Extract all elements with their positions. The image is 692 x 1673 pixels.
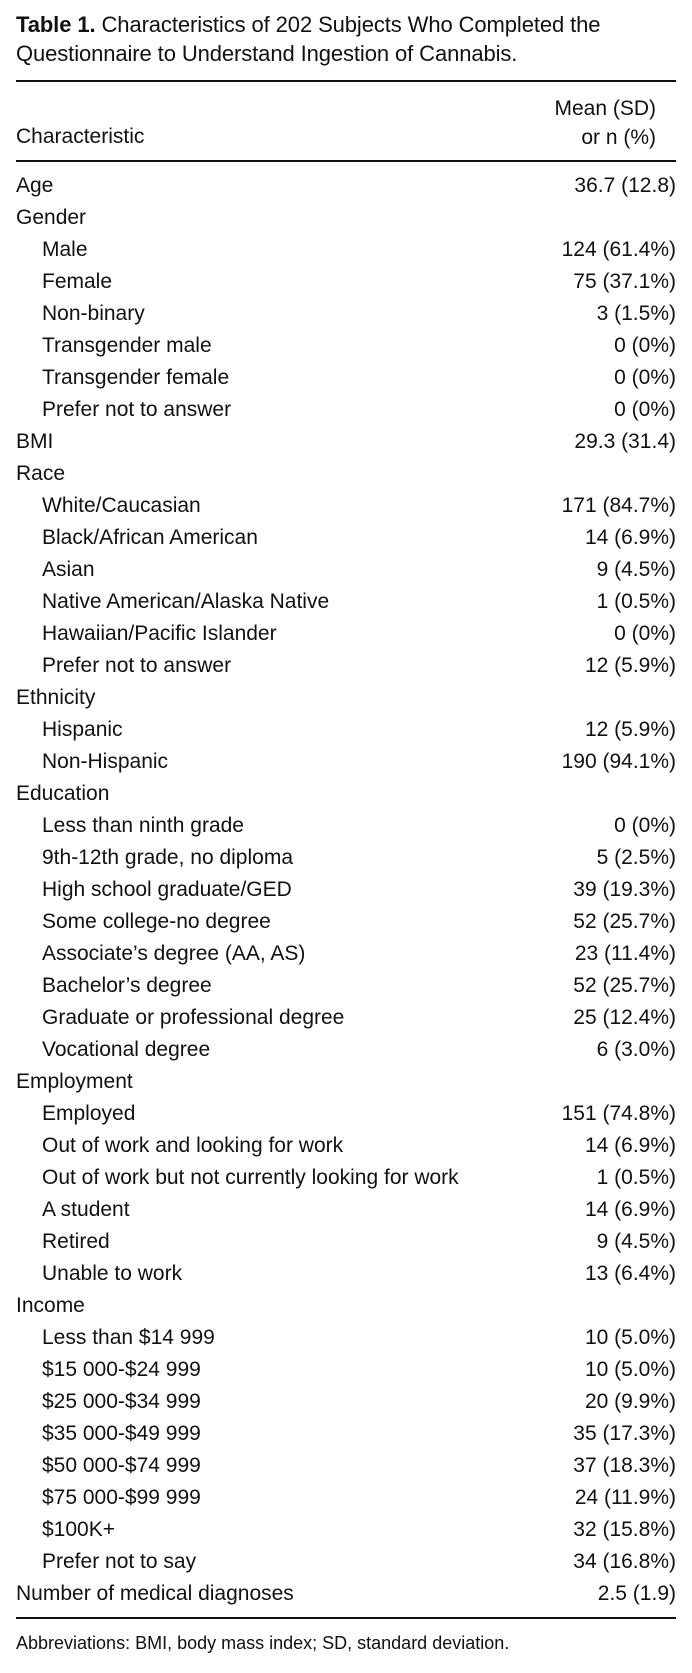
table-footnote: Abbreviations: BMI, body mass index; SD, standard deviation. xyxy=(16,1633,510,1653)
table-row xyxy=(16,746,676,778)
table-row xyxy=(16,394,676,426)
row-label: $15 000-$24 999 xyxy=(42,1358,201,1381)
row-value: 5 (2.5%) xyxy=(596,846,676,869)
row-label: Unable to work xyxy=(42,1262,183,1285)
row-value: 12 (5.9%) xyxy=(584,718,676,741)
row-value: 25 (12.4%) xyxy=(573,1006,676,1029)
row-label: $50 000-$74 999 xyxy=(42,1454,201,1477)
table-row xyxy=(16,1386,676,1418)
row-value: 23 (11.4%) xyxy=(574,942,676,965)
row-value: 14 (6.9%) xyxy=(584,1134,676,1157)
row-label: Graduate or professional degree xyxy=(42,1006,345,1029)
row-label: Prefer not to answer xyxy=(42,654,232,677)
row-label: BMI xyxy=(16,430,54,453)
table-row xyxy=(16,1482,676,1514)
table-row xyxy=(16,522,676,554)
row-value: 36.7 (12.8) xyxy=(574,174,676,197)
row-label: Male xyxy=(42,238,88,261)
row-label: 9th-12th grade, no diploma xyxy=(42,846,294,869)
table-row xyxy=(16,1194,676,1226)
row-label: Non-Hispanic xyxy=(42,750,169,773)
table-body xyxy=(16,170,676,1610)
table-row xyxy=(16,266,676,298)
table-row xyxy=(16,938,676,970)
row-value: 0 (0%) xyxy=(614,334,676,357)
row-label: Employed xyxy=(42,1102,136,1125)
row-value: 2.5 (1.9) xyxy=(597,1582,676,1605)
row-value: 0 (0%) xyxy=(614,622,676,645)
table-row-group xyxy=(16,682,676,714)
row-label: Bachelor’s degree xyxy=(42,974,212,997)
table-row xyxy=(16,1450,676,1482)
table-row-group xyxy=(16,778,676,810)
table-row xyxy=(16,1322,676,1354)
row-label: Transgender male xyxy=(42,334,212,357)
row-label: Retired xyxy=(42,1230,110,1253)
row-label: $25 000-$34 999 xyxy=(42,1390,201,1413)
row-value: 13 (6.4%) xyxy=(584,1262,676,1285)
row-label: Prefer not to answer xyxy=(42,398,232,421)
row-label: Education xyxy=(16,782,110,805)
row-value: 20 (9.9%) xyxy=(584,1390,676,1413)
row-label: Hispanic xyxy=(42,718,123,741)
bottom-rule xyxy=(16,1617,676,1619)
table-row xyxy=(16,1034,676,1066)
table-row xyxy=(16,234,676,266)
row-value: 52 (25.7%) xyxy=(573,974,676,997)
row-label: Income xyxy=(16,1294,85,1317)
row-value: 24 (11.9%) xyxy=(574,1486,676,1509)
row-label: Female xyxy=(42,270,113,293)
table-row-group xyxy=(16,1290,676,1322)
row-label: Ethnicity xyxy=(16,686,96,709)
row-value: 12 (5.9%) xyxy=(584,654,676,677)
row-value: 14 (6.9%) xyxy=(584,526,676,549)
header-rule xyxy=(16,160,676,162)
row-value: 151 (74.8%) xyxy=(561,1102,676,1125)
table-row-group xyxy=(16,426,676,458)
row-label: Employment xyxy=(16,1070,133,1093)
row-value: 190 (94.1%) xyxy=(561,750,676,773)
column-header-value xyxy=(456,94,656,152)
table-row xyxy=(16,362,676,394)
table-row xyxy=(16,714,676,746)
table-row xyxy=(16,1130,676,1162)
row-label: White/Caucasian xyxy=(42,494,201,517)
table-row xyxy=(16,1354,676,1386)
column-header-value-line2: or n (%) xyxy=(581,126,656,149)
table-row xyxy=(16,810,676,842)
row-value: 14 (6.9%) xyxy=(584,1198,676,1221)
table-row-group xyxy=(16,202,676,234)
table-label: Table 1. xyxy=(16,12,96,37)
row-value: 35 (17.3%) xyxy=(573,1422,676,1445)
row-value: 0 (0%) xyxy=(614,814,676,837)
table-row xyxy=(16,1258,676,1290)
row-label: Gender xyxy=(16,206,87,229)
row-value: 39 (19.3%) xyxy=(573,878,676,901)
row-value: 10 (5.0%) xyxy=(584,1358,676,1381)
table-row xyxy=(16,874,676,906)
row-value: 0 (0%) xyxy=(614,366,676,389)
table-row xyxy=(16,586,676,618)
top-rule xyxy=(16,80,676,82)
row-label: Non-binary xyxy=(42,302,145,325)
table-row xyxy=(16,970,676,1002)
row-value: 1 (0.5%) xyxy=(596,590,676,613)
row-value: 10 (5.0%) xyxy=(584,1326,676,1349)
row-value: 9 (4.5%) xyxy=(596,558,676,581)
table-caption xyxy=(16,10,676,68)
row-value: 34 (16.8%) xyxy=(573,1550,676,1573)
table-row-group xyxy=(16,1578,676,1610)
table-row xyxy=(16,906,676,938)
row-value: 29.3 (31.4) xyxy=(574,430,676,453)
row-label: A student xyxy=(42,1198,130,1221)
row-label: Transgender female xyxy=(42,366,230,389)
row-label: Age xyxy=(16,174,54,197)
table-row xyxy=(16,650,676,682)
table-row-group xyxy=(16,170,676,202)
row-value: 6 (3.0%) xyxy=(596,1038,676,1061)
table-row xyxy=(16,1002,676,1034)
table-row xyxy=(16,1546,676,1578)
row-value: 124 (61.4%) xyxy=(561,238,676,261)
row-label: $100K+ xyxy=(42,1518,115,1541)
table-row xyxy=(16,298,676,330)
table-row-group xyxy=(16,1066,676,1098)
row-value: 9 (4.5%) xyxy=(596,1230,676,1253)
row-label: Out of work but not currently looking for work xyxy=(42,1166,459,1189)
table-row xyxy=(16,1418,676,1450)
table-row xyxy=(16,1162,676,1194)
table-row xyxy=(16,618,676,650)
row-value: 3 (1.5%) xyxy=(596,302,676,325)
row-value: 32 (15.8%) xyxy=(573,1518,676,1541)
row-value: 1 (0.5%) xyxy=(596,1166,676,1189)
row-label: Race xyxy=(16,462,66,485)
table-row xyxy=(16,490,676,522)
row-label: $75 000-$99 999 xyxy=(42,1486,201,1509)
row-label: $35 000-$49 999 xyxy=(42,1422,201,1445)
row-label: Some college-no degree xyxy=(42,910,271,933)
row-label: Asian xyxy=(42,558,95,581)
row-label: Associate’s degree (AA, AS) xyxy=(42,942,306,965)
table-title: Characteristics of 202 Subjects Who Completed the Questionnaire to Understand Ingestion of Cannabis. xyxy=(16,12,601,66)
row-value: 75 (37.1%) xyxy=(573,270,676,293)
row-value: 37 (18.3%) xyxy=(573,1454,676,1477)
row-value: 171 (84.7%) xyxy=(561,494,676,517)
row-value: 0 (0%) xyxy=(614,398,676,421)
table-row xyxy=(16,330,676,362)
table-row-group xyxy=(16,458,676,490)
row-label: Black/African American xyxy=(42,526,258,549)
row-label: Less than $14 999 xyxy=(42,1326,215,1349)
row-label: Native American/Alaska Native xyxy=(42,590,330,613)
table-row xyxy=(16,1226,676,1258)
column-header-characteristic: Characteristic xyxy=(16,125,145,148)
row-label: Vocational degree xyxy=(42,1038,211,1061)
table-row xyxy=(16,1514,676,1546)
row-label: Number of medical diagnoses xyxy=(16,1582,294,1605)
table-row xyxy=(16,554,676,586)
table-row xyxy=(16,842,676,874)
row-label: High school graduate/GED xyxy=(42,878,292,901)
row-value: 52 (25.7%) xyxy=(573,910,676,933)
row-label: Hawaiian/Pacific Islander xyxy=(42,622,277,645)
table-row xyxy=(16,1098,676,1130)
row-label: Less than ninth grade xyxy=(42,814,244,837)
row-label: Out of work and looking for work xyxy=(42,1134,344,1157)
row-label: Prefer not to say xyxy=(42,1550,197,1573)
column-header-value-line1: Mean (SD) xyxy=(554,97,656,120)
